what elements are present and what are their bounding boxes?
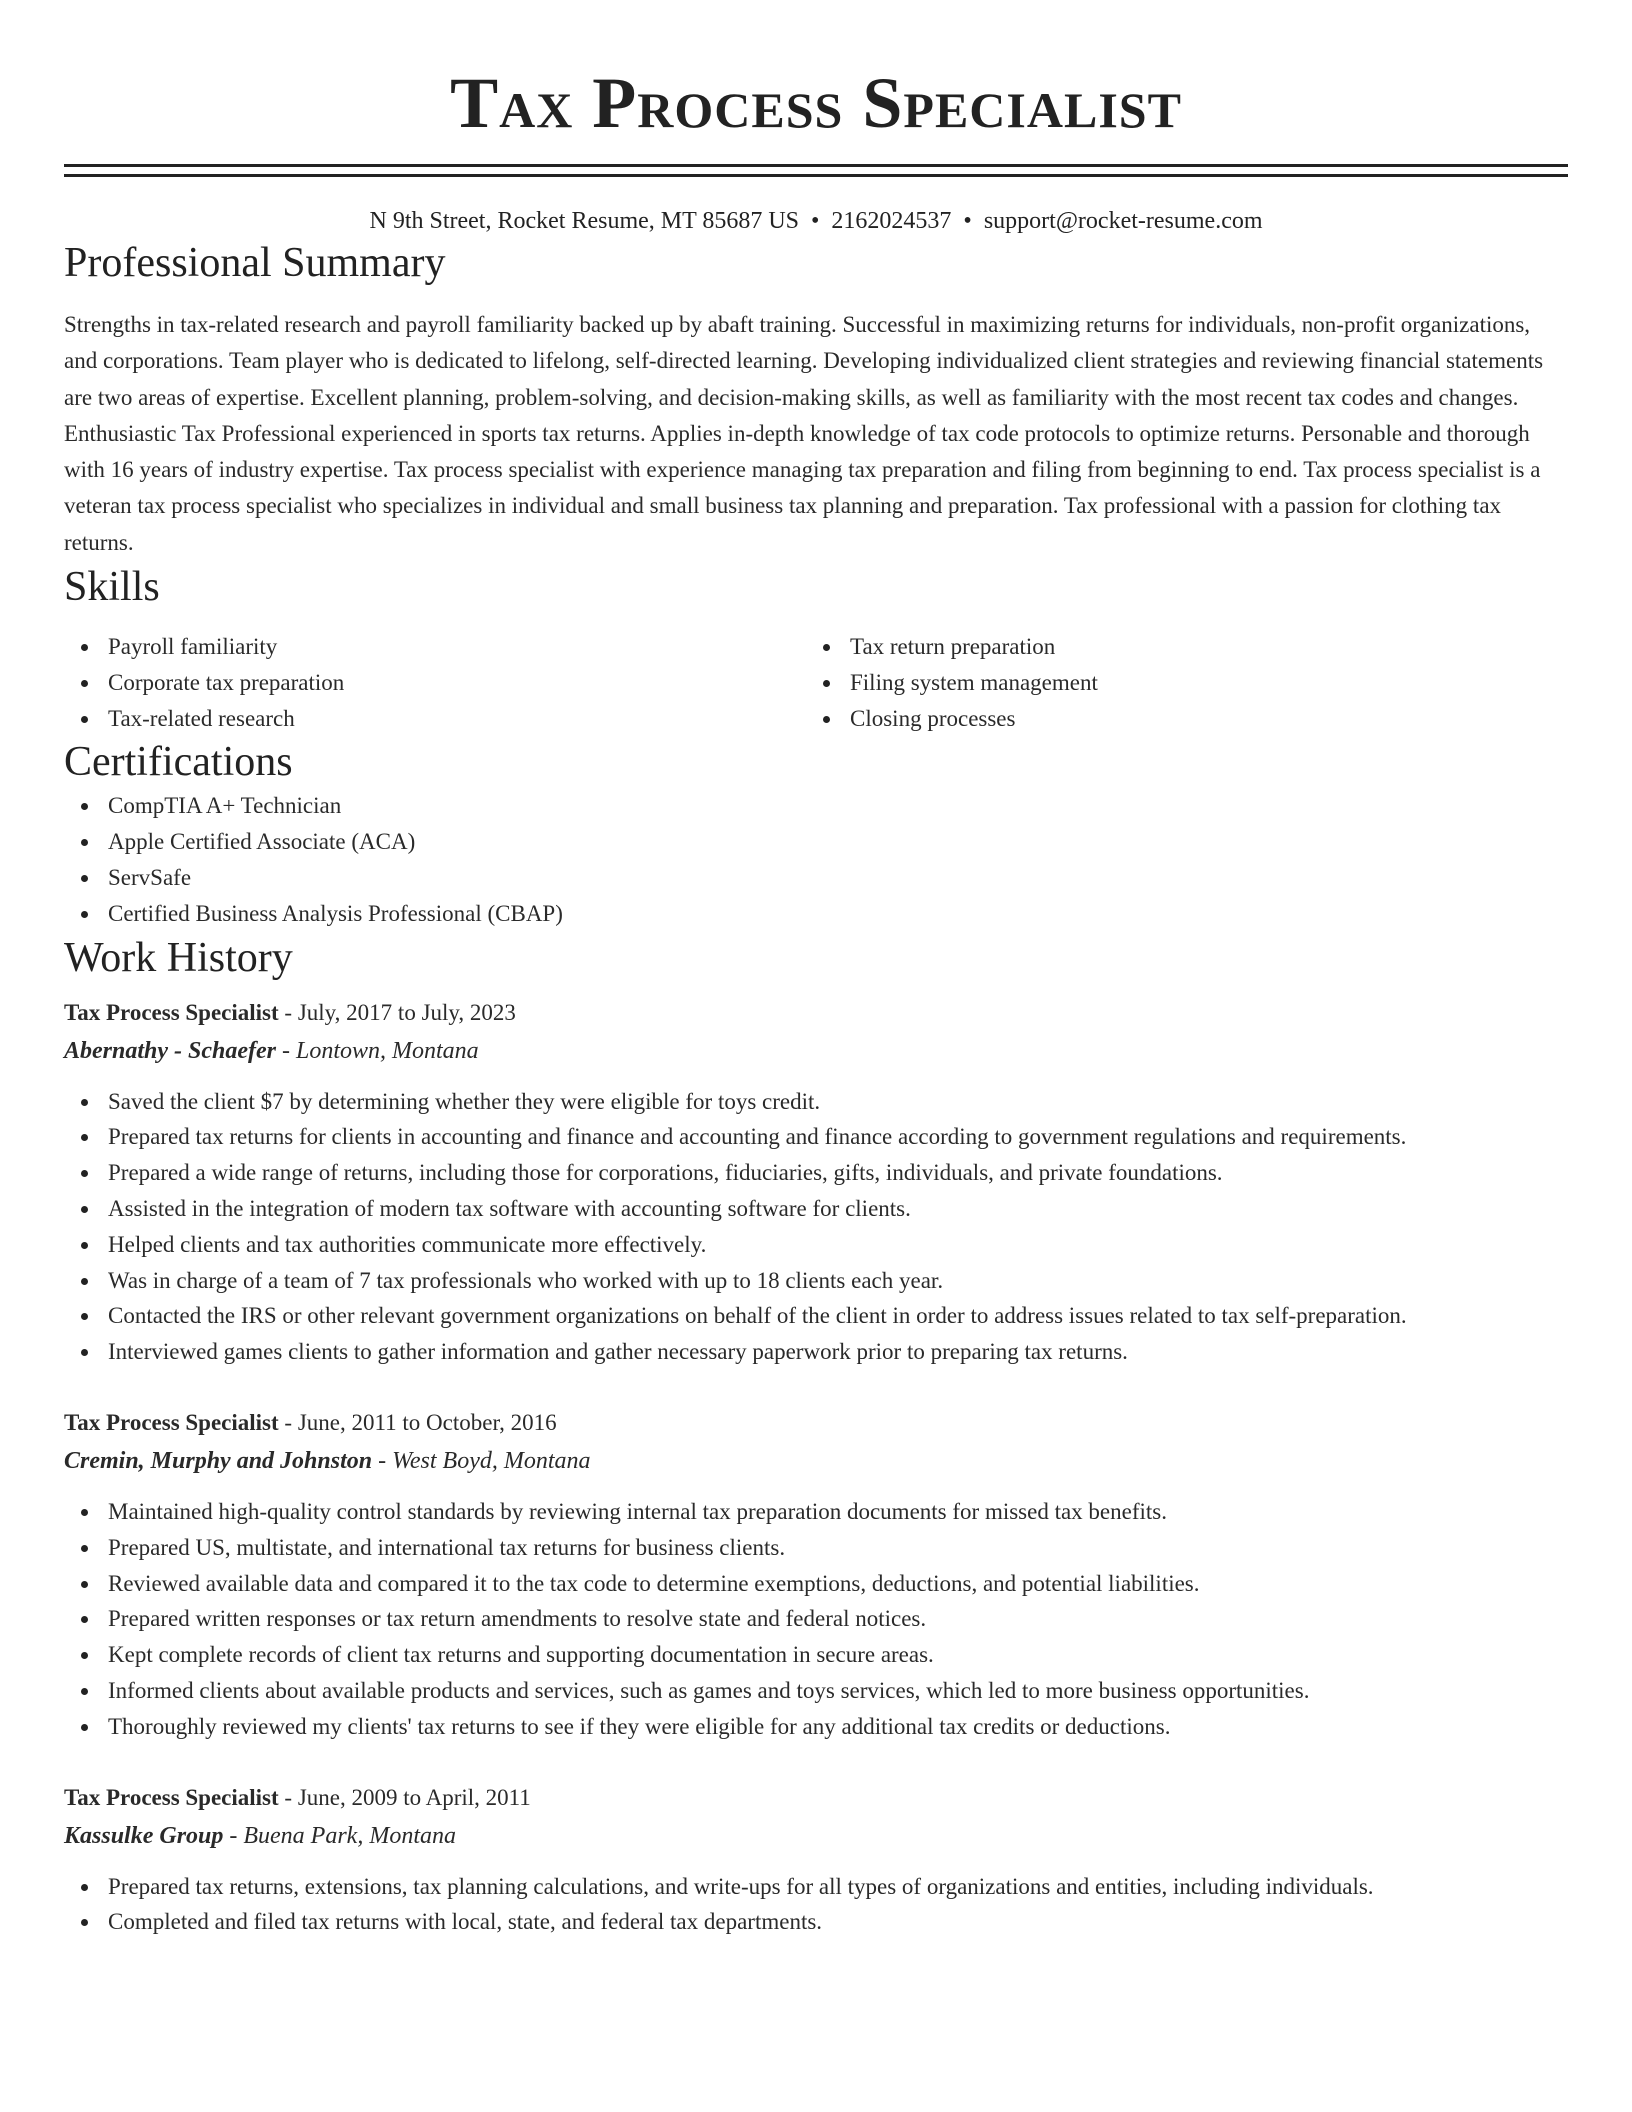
skill-item: Tax return preparation <box>806 629 1548 665</box>
skills-columns <box>64 629 1568 736</box>
job-company: Abernathy - Schaefer <box>64 1037 276 1064</box>
job-bullet: Assisted in the integration of modern tax software with accounting software for clients. <box>64 1191 1568 1227</box>
job-role: Tax Process Specialist <box>64 1784 279 1810</box>
section-title-skills: Skills <box>64 564 160 611</box>
resume-name: Tax Process Specialist <box>450 63 1182 143</box>
job-role: Tax Process Specialist <box>64 1410 279 1436</box>
job-bullet: Completed and filed tax returns with local, state, and federal tax departments. <box>64 1904 1568 1940</box>
job-bullet: Prepared a wide range of returns, including those for corporations, fiduciaries, gifts, individuals, and private foundations. <box>64 1155 1568 1191</box>
job-bullet: Was in charge of a team of 7 tax professionals who worked with up to 18 clients each year. <box>64 1263 1568 1299</box>
section-title-summary: Professional Summary <box>64 240 446 286</box>
job-bullet: Prepared US, multistate, and international tax returns for business clients. <box>64 1530 1568 1566</box>
header-divider-bottom <box>64 174 1568 177</box>
job-bullet: Reviewed available data and compared it to the tax code to determine exemptions, deductions, and potential liabilities. <box>64 1566 1568 1602</box>
job-bullet: Interviewed games clients to gather information and gather necessary paperwork prior to preparing tax returns. <box>64 1334 1568 1370</box>
summary-text: Strengths in tax-related research and payroll familiarity backed up by abaft training. Successful in maximizing returns for individuals, non-profit organizations, and corporations. Team player who is dedicated to lifelong, self-directed learning. Developing individualized client strategies and reviewing financial statements are two areas of expertise. Excellent planning, problem-solving, and decision-making skills, as well as familiarity with the most recent tax codes and changes. Enthusiastic Tax Professional experienced in sports tax returns. Applies in-depth knowledge of tax code protocols to optimize returns. Personable and thorough with 16 years of industry expertise. Tax process specialist with experience managing tax preparation and filing from beginning to end. Tax process specialist is a veteran tax process specialist who specializes in individual and small business tax planning and preparation. Tax professional with a passion for clothing tax returns. <box>64 312 1544 555</box>
section-title-certifications: Certifications <box>64 739 293 786</box>
skill-item: Corporate tax preparation <box>64 665 806 701</box>
job-company-line <box>64 1817 1568 1855</box>
job-company: Kassulke Group <box>64 1822 224 1849</box>
contact-line <box>64 205 1568 237</box>
skills-column-right <box>806 629 1548 736</box>
job-bullet: Informed clients about available products and services, such as games and toys services, which led to more business opportunities. <box>64 1673 1568 1709</box>
certification-item: Apple Certified Associate (ACA) <box>64 824 1568 860</box>
job-dates: - June, 2009 to April, 2011 <box>278 1784 531 1810</box>
certification-item: Certified Business Analysis Professional (CBAP) <box>64 896 1568 932</box>
job-company-line <box>64 1442 1568 1480</box>
job-bullet: Kept complete records of client tax returns and supporting documentation in secure areas. <box>64 1637 1568 1673</box>
resume-page <box>64 0 1568 1940</box>
job-location: - West Boyd, Montana <box>372 1448 591 1475</box>
job-heading <box>64 1404 1568 1442</box>
header-divider-top <box>64 164 1568 167</box>
job-bullets <box>64 1084 1568 1370</box>
job-location: - Lontown, Montana <box>276 1037 479 1064</box>
job-bullet: Prepared tax returns, extensions, tax planning calculations, and write-ups for all types of organizations and entities, including individuals. <box>64 1869 1568 1905</box>
job-location: - Buena Park, Montana <box>223 1822 456 1849</box>
job-entry <box>64 994 1568 1370</box>
job-bullet: Contacted the IRS or other relevant government organizations on behalf of the client in order to address issues related to tax self-preparation. <box>64 1298 1568 1334</box>
skill-item: Payroll familiarity <box>64 629 806 665</box>
job-bullet: Maintained high-quality control standards by reviewing internal tax preparation documents for missed tax benefits. <box>64 1494 1568 1530</box>
job-heading <box>64 994 1568 1032</box>
certification-item: ServSafe <box>64 860 1568 896</box>
job-bullets <box>64 1494 1568 1745</box>
job-bullet: Helped clients and tax authorities communicate more effectively. <box>64 1227 1568 1263</box>
job-bullet: Prepared written responses or tax return amendments to resolve state and federal notices. <box>64 1601 1568 1637</box>
certifications-list <box>64 788 1568 931</box>
contact-email: support@rocket-resume.com <box>983 208 1263 234</box>
contact-separator: • <box>811 208 820 234</box>
job-role: Tax Process Specialist <box>64 999 279 1025</box>
job-entry <box>64 1779 1568 1941</box>
job-bullet: Saved the client $7 by determining whether they were eligible for toys credit. <box>64 1084 1568 1120</box>
skill-item: Closing processes <box>806 701 1548 737</box>
skill-item: Tax-related research <box>64 701 806 737</box>
contact-address: N 9th Street, Rocket Resume, MT 85687 US <box>369 208 800 234</box>
job-company: Cremin, Murphy and Johnston <box>64 1448 373 1475</box>
job-entry <box>64 1404 1568 1745</box>
job-bullets <box>64 1869 1568 1941</box>
contact-phone: 2162024537 <box>831 208 952 234</box>
job-heading <box>64 1779 1568 1817</box>
job-company-line <box>64 1032 1568 1070</box>
section-title-work-history: Work History <box>64 934 293 981</box>
skill-item: Filing system management <box>806 665 1548 701</box>
contact-separator: • <box>963 208 972 234</box>
certification-item: CompTIA A+ Technician <box>64 788 1568 824</box>
job-bullet: Thoroughly reviewed my clients' tax returns to see if they were eligible for any additional tax credits or deductions. <box>64 1709 1568 1745</box>
job-bullet: Prepared tax returns for clients in accounting and finance and accounting and finance according to government regulations and requirements. <box>64 1119 1568 1155</box>
job-dates: - July, 2017 to July, 2023 <box>278 999 516 1025</box>
job-dates: - June, 2011 to October, 2016 <box>278 1410 557 1436</box>
skills-column-left <box>64 629 806 736</box>
